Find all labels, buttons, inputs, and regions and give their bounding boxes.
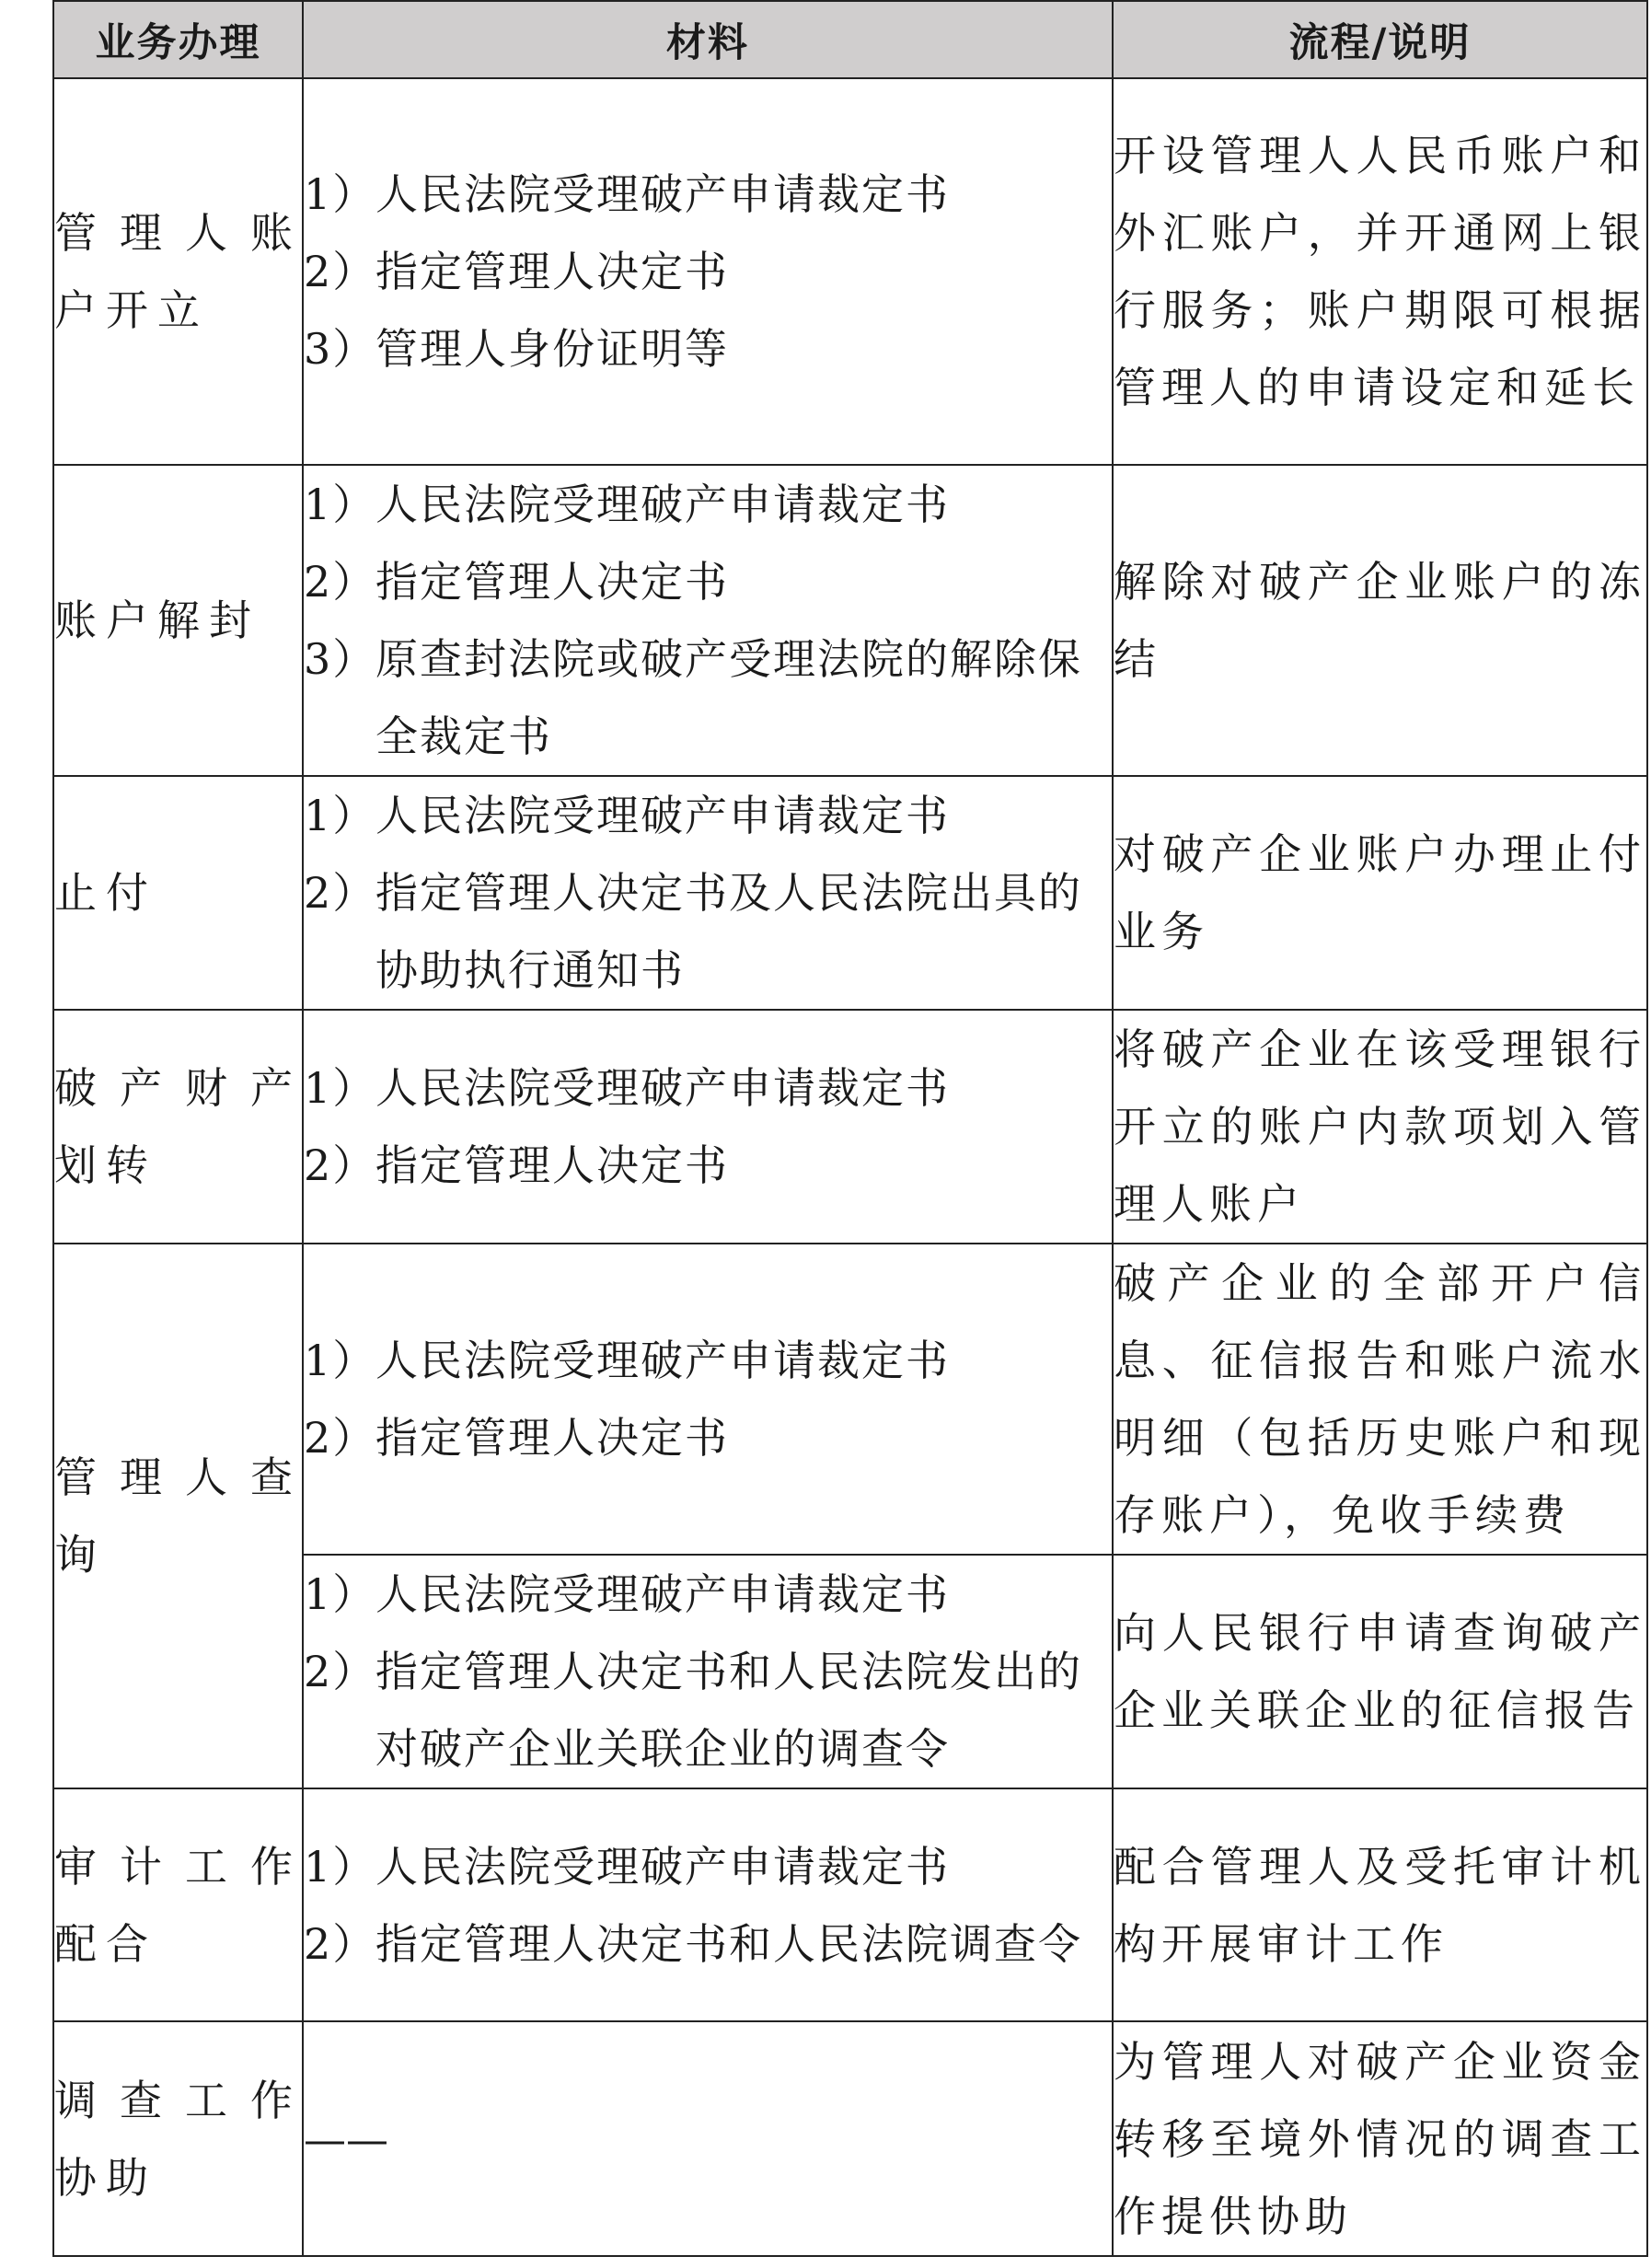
process-cell: 解除对破产企业账户的冻结 — [1113, 465, 1647, 776]
materials-cell — [303, 2021, 1113, 2256]
process-cell: 开设管理人人民币账户和外汇账户，并开通网上银行服务；账户期限可根据管理人的申请设定和延长 — [1113, 78, 1647, 465]
business-cell: 审计工作配合 — [53, 1788, 303, 2021]
material-item: 1） 人民法院受理破产申请裁定书 — [304, 1336, 950, 1385]
table-header-row — [53, 1, 1647, 78]
business-cell: 止付 — [53, 776, 303, 1010]
materials-cell — [303, 465, 1113, 776]
material-item: 1） 人民法院受理破产申请裁定书 — [304, 480, 950, 529]
material-item: 1） 人民法院受理破产申请裁定书 — [304, 791, 950, 840]
process-cell: 配合管理人及受托审计机构开展审计工作 — [1113, 1788, 1647, 2021]
materials-cell — [303, 776, 1113, 1010]
material-item: 3） 管理人身份证明等 — [304, 324, 729, 374]
process-cell: 将破产企业在该受理银行开立的账户内款项划入管理人账户 — [1113, 1010, 1647, 1244]
material-item: 1） 人民法院受理破产申请裁定书 — [304, 1569, 950, 1619]
table-row — [53, 465, 1647, 776]
material-item: 2） 指定管理人决定书及人民法院出具的协助执行通知书 — [304, 868, 1082, 995]
materials-cell — [303, 1010, 1113, 1244]
material-item: 2） 指定管理人决定书 — [304, 557, 729, 607]
material-item: 1） 人民法院受理破产申请裁定书 — [304, 1841, 950, 1892]
material-item: 1） 人民法院受理破产申请裁定书 — [304, 1063, 950, 1113]
materials-cell — [303, 1788, 1113, 2021]
process-cell: 为管理人对破产企业资金转移至境外情况的调查工作提供协助 — [1113, 2021, 1647, 2256]
header-business: 业务办理 — [53, 1, 303, 78]
materials-cell — [303, 1244, 1113, 1555]
table-row — [53, 2021, 1647, 2256]
material-item: 2） 指定管理人决定书 — [304, 247, 729, 296]
document-page — [52, 0, 1646, 2257]
business-cell: 调查工作协助 — [53, 2021, 303, 2256]
table-row — [53, 78, 1647, 465]
header-materials: 材料 — [303, 1, 1113, 78]
table-row — [53, 776, 1647, 1010]
material-item: 2） 指定管理人决定书和人民法院调查令 — [304, 1918, 1082, 1969]
materials-cell — [303, 1555, 1113, 1788]
business-cell: 破产财产划转 — [53, 1010, 303, 1244]
table-row — [53, 1010, 1647, 1244]
bankruptcy-services-table — [52, 0, 1648, 2257]
empty-materials-dash: —— — [304, 2113, 388, 2164]
process-cell: 向人民银行申请查询破产企业关联企业的征信报告 — [1113, 1555, 1647, 1788]
material-item: 2） 指定管理人决定书 — [304, 1413, 729, 1463]
material-item: 2） 指定管理人决定书和人民法院发出的对破产企业关联企业的调查令 — [304, 1647, 1082, 1774]
process-cell: 对破产企业账户办理止付业务 — [1113, 776, 1647, 1010]
material-item: 1） 人民法院受理破产申请裁定书 — [304, 169, 950, 219]
header-process: 流程/说明 — [1113, 1, 1647, 78]
process-cell: 破产企业的全部开户信息、征信报告和账户流水明细（包括历史账户和现存账户），免收手续费 — [1113, 1244, 1647, 1555]
material-item: 3） 原查封法院或破产受理法院的解除保全裁定书 — [304, 634, 1082, 761]
business-cell: 账户解封 — [53, 465, 303, 776]
business-cell: 管理人账户开立 — [53, 78, 303, 465]
business-cell: 管理人查询 — [53, 1244, 303, 1788]
materials-cell — [303, 78, 1113, 465]
table-row — [53, 1788, 1647, 2021]
material-item: 2） 指定管理人决定书 — [304, 1140, 729, 1190]
table-row — [53, 1244, 1647, 1555]
